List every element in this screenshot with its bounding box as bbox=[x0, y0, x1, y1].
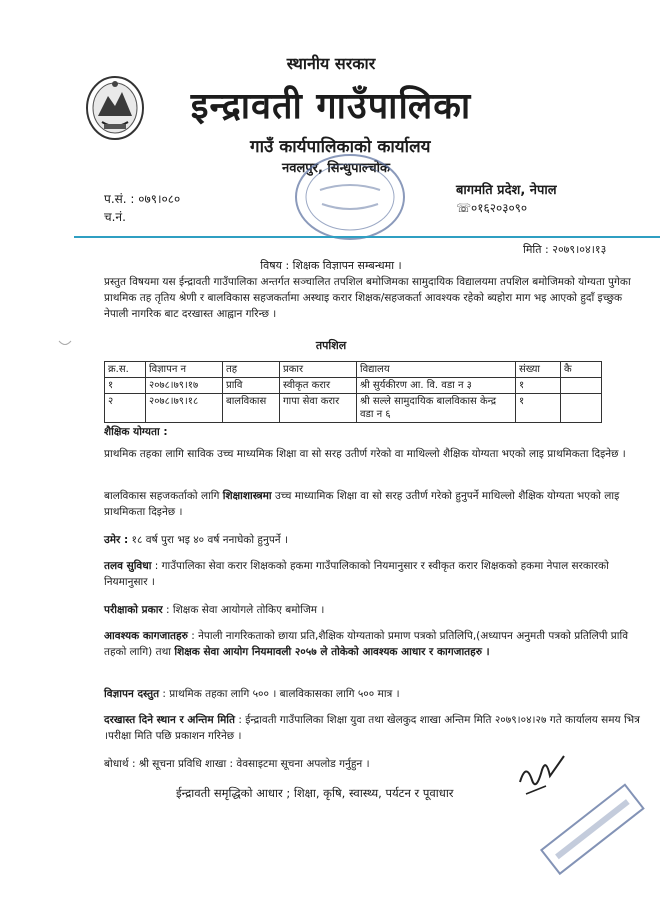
vacancy-table bbox=[104, 361, 602, 423]
table-cell: श्री सुर्यकीरण आ. वि. वडा न ३ bbox=[357, 378, 516, 394]
table-cell bbox=[561, 378, 602, 394]
header-divider bbox=[74, 236, 660, 238]
subject-line: विषय : शिक्षक विज्ञापन सम्बन्धमा । bbox=[260, 259, 402, 272]
table-cell: १ bbox=[516, 378, 561, 394]
table-header-cell: विज्ञापन न bbox=[146, 362, 223, 378]
exam-type: परीक्षाको प्रकार : शिक्षक सेवा आयोगले तोकिए बमोजिम । bbox=[104, 604, 325, 616]
office-address: नवलपुर, सिन्धुपाल्चोक bbox=[282, 161, 391, 176]
table-cell: स्वीकृत करार bbox=[280, 378, 357, 394]
table-row bbox=[105, 378, 602, 394]
province-name: बागमति प्रदेश, नेपाल bbox=[456, 183, 557, 198]
table-header-cell: विद्यालय bbox=[357, 362, 516, 378]
office-phone: ☏०१६२०३०९० bbox=[456, 201, 528, 215]
salary-facility: तलव सुविधा : गाउँपालिका सेवा करार शिक्षकको हकमा गाउँपालिकाको नियमानुसार र स्वीकृत करार शिक्षकको हकमा नेपाल सरकारको नियमानुसार । bbox=[104, 560, 609, 588]
office-stamp-icon bbox=[292, 150, 408, 244]
gov-title: स्थानीय सरकार bbox=[286, 54, 376, 73]
table-cell: १ bbox=[105, 378, 146, 394]
table-header-cell: कै bbox=[561, 362, 602, 378]
qualification-ecd: बालविकास सहजकर्ताको लागि शिक्षाशास्त्रमा उच्च माध्यामिक शिक्षा वा सो सरह उतीर्ण गरेको हुनुपर्ने माथिल्लो शैक्षिक योग्यता भएको लाइ प्राथमिकता दिइनेछ । bbox=[104, 490, 620, 518]
bodhartha-note: बोधार्थ : श्री सूचना प्रविधि शाखा : वेवसाइटमा सूचना अपलोड गर्नुहुन । bbox=[104, 758, 370, 770]
required-documents: आवश्यक कागजातहरु : नेपाली नागरिकताको छाया प्रति,शैक्षिक योग्यताको प्रमाण पत्रको प्रतिलिपि,(अध्यापन अनुमती पत्रको प्रतिलिपी प्रावि तहको लागि) तथा शिक्षक सेवा आयोग नियमावली २०५७ ले तोकेको आवश्यक आधार र कागजातहरु । bbox=[104, 630, 629, 658]
table-header-row bbox=[105, 362, 602, 378]
table-cell: २ bbox=[105, 394, 146, 423]
table-header-cell: संख्या bbox=[516, 362, 561, 378]
table-title: तपशिल bbox=[315, 339, 347, 352]
qualification-primary: प्राथमिक तहका लागि साविक उच्च माध्यमिक शिक्षा वा सो सरह उतीर्ण गरेको वा माथिल्लो शैक्षिक योग्यता भएको लाइ प्राथमिकता दिइनेछ । bbox=[104, 448, 626, 460]
table-cell: प्रावि bbox=[223, 378, 280, 394]
qualification-heading: शैक्षिक योग्यता : bbox=[104, 426, 168, 438]
application-deadline: दरखास्त दिने स्थान र अन्तिम मिति : ईन्द्रावती गाउँपालिका शिक्षा युवा तथा खेलकुद शाखा अन्तिम मिति २०७९।०४।२७ गते कार्यालय समय भित्र ।परीक्षा मिति पछि प्रकाशन गरिनेछ । bbox=[104, 714, 640, 742]
table-cell: श्री सल्ले सामुदायिक बालविकास केन्द्र वडा न ६ bbox=[357, 394, 516, 423]
table-cell: २०७८।७९।१७ bbox=[146, 378, 223, 394]
table-header-cell: क्र.स. bbox=[105, 362, 146, 378]
official-stamp-icon bbox=[534, 780, 652, 880]
table-cell: २०७८।७९।१८ bbox=[146, 394, 223, 423]
table-header-cell: तह bbox=[223, 362, 280, 378]
dispatch-number: च.नं. bbox=[104, 210, 126, 224]
table-row bbox=[105, 394, 602, 423]
municipality-name: इन्द्रावती गाउँपालिका bbox=[190, 85, 472, 127]
table-header-cell: प्रकार bbox=[280, 362, 357, 378]
reference-number: प.सं. : ०७९।०८० bbox=[104, 192, 181, 206]
intro-paragraph: प्रस्तुत विषयमा यस ईन्द्रावती गाउँपालिका अन्तर्गत सञ्चालित तपशिल बमोजिमका सामुदायिक विद्यालयमा तपशिल बमोजिमको योग्यता पुगेका प्राथमिक तह तृतिय श्रेणी र बालविकास सहजकर्तामा अस्थाइ करार शिक्षक/सहजकर्ता आवश्यक रहेको ब्यहोरा माग भइ आएको हुदाँ इच्छुक नेपाली नागरिक बाट दरखास्त आह्वान गरिन्छ । bbox=[104, 276, 631, 320]
table-cell bbox=[561, 394, 602, 423]
age-requirement: उमेर : १८ वर्ष पुरा भइ ४० वर्ष ननाघेको हुनुपर्ने । bbox=[104, 534, 288, 546]
motto: ईन्द्रावती समृद्धिको आधार ; शिक्षा, कृषि, स्वास्थ्य, पर्यटन र पूवाधार bbox=[176, 786, 454, 800]
table-cell: गापा सेवा करार bbox=[280, 394, 357, 423]
document-date: मिति : २०७९।०४।१३ bbox=[523, 243, 607, 256]
table-cell: १ bbox=[516, 394, 561, 423]
application-fee: विज्ञापन दस्तुत : प्राथमिक तहका लागि ५०० । बालविकासका लागि ५०० मात्र । bbox=[104, 688, 400, 700]
table-cell: बालविकास bbox=[223, 394, 280, 423]
office-name: गाउँ कार्यपालिकाको कार्यालय bbox=[250, 137, 431, 157]
